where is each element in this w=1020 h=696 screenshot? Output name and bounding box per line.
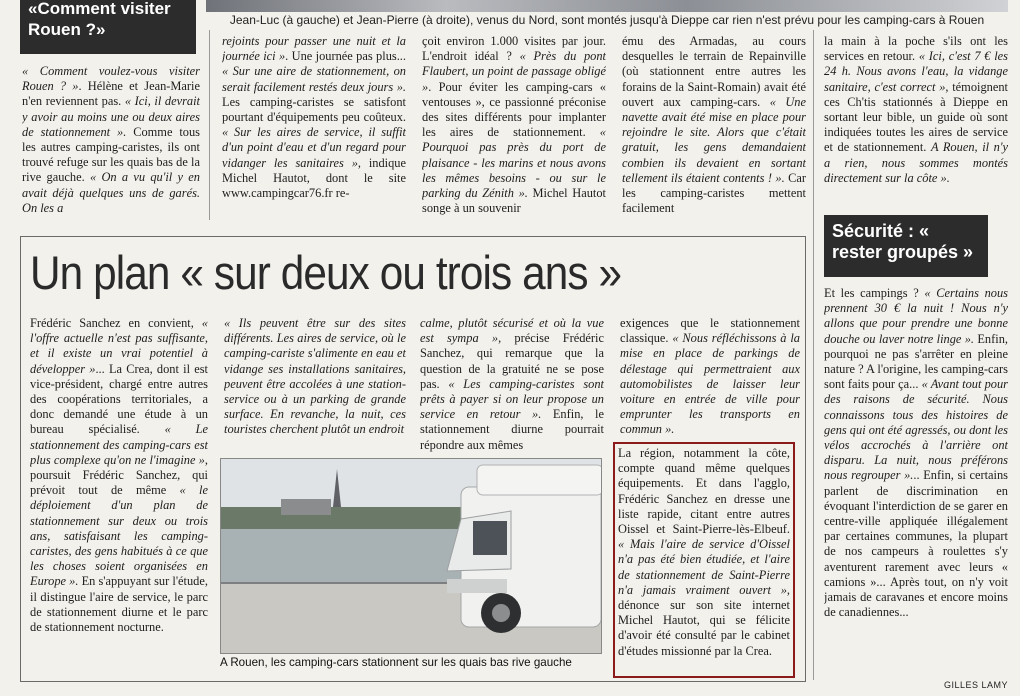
paragraph xyxy=(824,34,1008,186)
text-segment: « le déploiement d'un plan de stationnement sur deux ou trois ans, satisfaisant les camping-caristes, des gens habitués à ce que les choses soient organisées en Europe ». xyxy=(30,483,208,589)
text-segment: .. Enfin, si certains parlent de discrimination en évoquant l'interdiction de se garer en centre-ville appliquée illégalement par certaines communes, la plupart de nos campeurs à roulettes s'y aventurent rarement avec leurs « camions »... Après tout, on n'y voit jamais de caravanes et encore moins de canadiennes... xyxy=(824,468,1008,620)
text-segment: « Certains nous prennent 30 € la nuit ! Nous n'y allons que pour prendre une bonne douche ou laver notre linge ». xyxy=(824,286,1008,346)
top-column-2 xyxy=(422,34,606,220)
text-segment: Enfin, le stationnement diurne pourrait répondre aux mêmes xyxy=(420,407,604,452)
text-segment: « Pourquoi pas près du port de plaisance - les marins et nous avons les mêmes besoins - ou sur le parking du Zénith ». xyxy=(422,125,606,201)
text-segment: Michel Hautot songe à un souvenir xyxy=(422,186,606,216)
top-photo xyxy=(206,0,1008,12)
text-segment: ému des Armadas, au cours desquelles le terrain de Repainville (où stationnent entre autres les forains de la Saint-Romain) avait été ouvert aux camping-cars. xyxy=(622,34,806,109)
photo-caption: A Rouen, les camping-cars stationnent sur les quais bas rive gauche xyxy=(220,656,572,669)
camping-car-illustration xyxy=(221,459,602,654)
main-column-3 xyxy=(420,316,604,456)
text-segment: « Nous réfléchissons à la mise en place de parkings de délestage qui permettraient aux automobilistes de laisser leur voiture en entrée de ville pour emprunter les transports en commun ». xyxy=(620,331,800,437)
text-segment: rejoints pour passer une nuit et la journée ici » xyxy=(222,34,406,64)
paragraph xyxy=(824,286,1008,620)
paragraph xyxy=(618,446,790,659)
text-segment: çoit environ 1.000 visites par jour. L'endroit idéal ? xyxy=(422,34,606,64)
sidebar-right-heading: Sécurité : « rester groupés » xyxy=(824,215,988,277)
text-segment: « Ils peuvent être sur des sites différents. Les aires de service, où le camping-cariste s'alimente en eau et vidange ses installations sanitaires, peuvent être accolées à une station-service ou à un parking de grande surface. En revanche, la nuit, ces touristes cherchent plutôt un endroit xyxy=(224,316,406,437)
photo-credit: GILLES LAMY xyxy=(944,680,1009,690)
text-segment: « Le stationnement des camping-cars est plus complexe qu'on ne l'imagine » xyxy=(30,422,208,467)
text-segment: , précise Frédéric Sanchez, qui remarque que la question de la gratuité ne se pose pas. xyxy=(420,331,604,391)
text-segment: « Sur une aire de stationnement, on serait facilement restés deux jours ». xyxy=(222,64,406,94)
camping-car-photo xyxy=(220,458,602,654)
paragraph xyxy=(420,316,604,453)
text-segment: « Avant tout pour des raisons de sécurité. Nous connaissons tous des histoires de gens qui ont été agressés, ou dont les vélos accrochés à l'arrière ont disparu. La nuit, nous préférons nous regrouper ». xyxy=(824,377,1008,483)
main-column-5 xyxy=(618,446,790,674)
paragraph xyxy=(222,34,406,201)
text-segment: « Une navette avait été mise en place pour rejoindre le site. Alors que c'était gratuit, les gens demandaient combien ils devaient en sortant tellement ils étaient contents ! ». xyxy=(622,94,806,185)
text-segment: . Pour éviter les camping-cars « ventouses », ce passionné préconise des sites différents pour implanter les aires de stationnement. xyxy=(422,79,606,140)
text-segment: « Mais l'aire de service d'Oissel n'a pas été bien étudiée, et l'aire de stationnement de Saint-Pierre n'a jamais vraiment ouvert » xyxy=(618,537,790,597)
text-segment: « Les camping-caristes sont prêts à payer si on leur propose un service en retour ». xyxy=(420,376,604,422)
main-headline: Un plan « sur deux ou trois ans » xyxy=(30,246,622,299)
text-segment: « l'offre actuelle n'est pas suffisante, et il existe un vrai potentiel à développer » xyxy=(30,316,208,376)
top-column-1 xyxy=(222,34,406,220)
column-rule xyxy=(209,30,210,220)
column-rule xyxy=(813,30,814,680)
sidebar-left-heading: «Comment visiter Rouen ?» xyxy=(20,0,196,54)
text-segment: « On a vu qu'il y en avait déjà quelques uns de garés. On les a xyxy=(22,170,200,215)
text-segment: La région, notamment la côte, compte quand même quelques équipements. Et dans l'agglo, Frédéric Sanchez en dresse une liste rapide, citant entre autres Oissel et Saint-Pierre-lès-Elbeuf. xyxy=(618,446,790,537)
text-segment: Et les campings ? xyxy=(824,286,925,300)
text-segment: la main à la poche s'ils ont les services en retour. xyxy=(824,34,1008,64)
top-column-3 xyxy=(622,34,806,220)
text-segment: A Rouen, il n'y a rien, nous sommes montés directement sur la côte ». xyxy=(824,140,1008,185)
text-segment: Enfin, pourquoi ne pas s'arrêter en pleine nature ? A l'origine, les camping-cars sont faits pour ça... xyxy=(824,331,1008,392)
text-segment: ... La Crea, dont il est vice-président, chargé entre autres des coopérations territoriales, a donc demandé une étude à un bureau spécialisé. xyxy=(30,361,208,437)
text-segment: « Comment voulez-vous visiter Rouen ? » xyxy=(22,64,200,94)
text-segment: « Ici, il devrait y avoir au moins une ou deux aires de stationnement ». xyxy=(22,94,200,139)
text-segment: calme, plutôt sécurisé et où la vue est sympa » xyxy=(420,316,604,346)
paragraph xyxy=(224,316,406,438)
paragraph xyxy=(622,34,806,216)
paragraph xyxy=(22,64,200,216)
text-segment: « Près du pont Flaubert, un point de passage obligé » xyxy=(422,49,606,94)
text-segment: Comme tous les autres camping-caristes, ils ont trouvé refuge sur les quais bas de la rive gauche. xyxy=(22,124,200,185)
text-segment: , témoignent ces Ch'tis stationnés à Dieppe en sortant leur bible, un guide où sont indiquées toutes les aires de service et de stationnement. xyxy=(824,79,1008,155)
paragraph xyxy=(422,34,606,216)
sidebar-right-text xyxy=(824,286,1008,666)
main-column-1 xyxy=(30,316,208,672)
paragraph xyxy=(30,316,208,635)
text-segment: En s'appuyant sur l'étude, il distingue l'aire de service, le parc de stationnement diurne et le parc de stationnement nocturne. xyxy=(30,574,208,635)
text-segment: Frédéric Sanchez en convient, xyxy=(30,316,202,330)
text-segment: . Hélène et Jean-Marie n'en reviennent pas. xyxy=(22,79,200,109)
text-segment: exigences que le stationnement classique. xyxy=(620,316,800,346)
text-segment: , poursuit Frédéric Sanchez, qui prévoit tout de même xyxy=(30,452,208,498)
text-segment: « Ici, c'est 7 € les 24 h. Nous avons l'eau, la vidange sanitaire, c'est correct » xyxy=(824,49,1008,94)
text-segment: Les camping-caristes se satisfont pourtant d'équipements peu coûteux. xyxy=(222,94,406,125)
main-column-4 xyxy=(620,316,800,440)
top-column-4 xyxy=(824,34,1008,210)
main-column-2 xyxy=(224,316,406,456)
text-segment: Car les camping-caristes mettent facilement xyxy=(622,170,806,216)
text-segment: « Sur les aires de service, il suffit d'un point d'eau et d'un regard pour vidanger les sanitaires » xyxy=(222,125,406,170)
top-photo-caption: Jean-Luc (à gauche) et Jean-Pierre (à droite), venus du Nord, sont montés jusqu'à Dieppe car rien n'est prévu pour les camping-cars à Rouen xyxy=(229,13,985,27)
text-segment: . Une journée pas plus... xyxy=(285,49,406,64)
sidebar-left-text xyxy=(22,64,200,220)
paragraph xyxy=(620,316,800,438)
text-segment: , dénonce sur son site internet Michel Hautot, qui se félicite d'avoir été consulté par le cabinet d'études missionné par la Crea. xyxy=(618,582,790,658)
text-segment: , indique Michel Hautot, dont le site www.campingcar76.fr re- xyxy=(222,155,406,201)
